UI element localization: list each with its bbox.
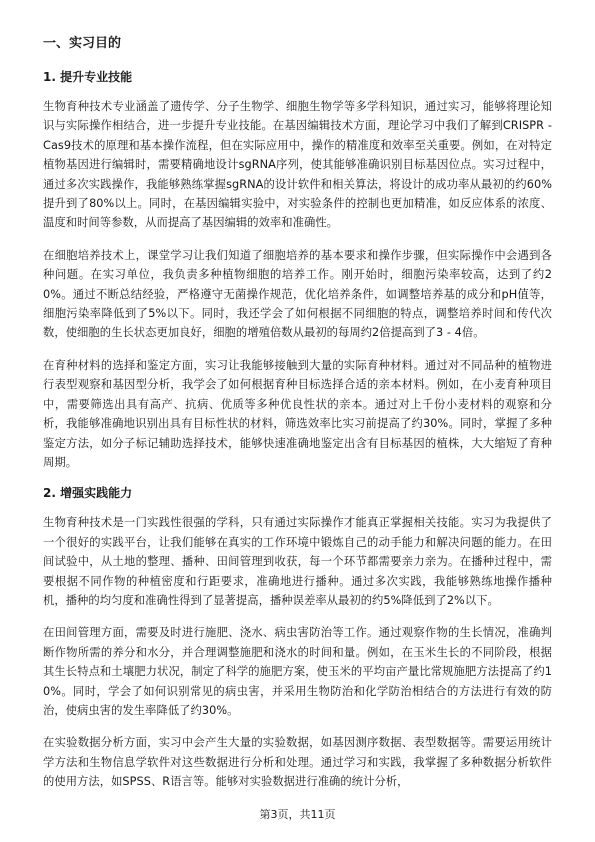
page-content (43, 36, 552, 805)
paragraph: 在育种材料的选择和鉴定方面，实习让我能够接触到大量的实际育种材料。通过对不同品种的植物进行表型观察和基因型分析，我学会了如何根据育种目标选择合适的亲本材料。例如，在小麦育种项目中，需要筛选出具有高产、抗病、优质等多种优良性状的亲本。通过对上千份小麦材料的观察和分析，我能够准确地识别出具有目标性状的材料，筛选效率比实习前提高了约30%。同时，掌握了多种鉴定方法，如分子标记辅助选择技术，能够快速准确地鉴定出含有目标基因的植株，大大缩短了育种周期。 (43, 358, 552, 469)
paragraph: 在田间管理方面，需要及时进行施肥、浇水、病虫害防治等工作。通过观察作物的生长情况，准确判断作物所需的养分和水分，并合理调整施肥和浇水的时间和量。例如，在玉米生长的不同阶段，根据其生长特点和土壤肥力状况，制定了科学的施肥方案，使玉米的平均亩产量比常规施肥方法提高了约10%。同时，学会了如何识别常见的病虫害，并采用生物防治和化学防治相结合的方法进行有效的防治，使病虫害的发生率降低了约30%。 (43, 626, 552, 717)
section-title: 一、实习目的 (43, 36, 122, 51)
paragraph: 在细胞培养技术上，课堂学习让我们知道了细胞培养的基本要求和操作步骤，但实际操作中会遇到各种问题。在实习单位，我负责多种植物细胞的培养工作。刚开始时，细胞污染率较高，达到了约20%。通过不断总结经验，严格遵守无菌操作规范，优化培养条件，如调整培养基的成分和pH值等，细胞污染率降低到了5%以下。同时，我还学会了如何根据不同细胞的特点，调整培养时间和传代次数，使细胞的生长状态更加良好，细胞的增殖倍数从最初的每周约2倍提高到了3 - 4倍。 (43, 248, 552, 340)
subsection-title-1: 1. 提升专业技能 (43, 70, 133, 84)
paragraph: 生物育种技术专业涵盖了遗传学、分子生物学、细胞生物学等多学科知识，通过实习，能够将理论知识与实际操作相结合，进一步提升专业技能。在基因编辑技术方面，理论学习中我们了解到CRISPR - Cas9技术的原理和基本操作流程，但在实际应用中，操作的精准度和效率至关重要。例如，在对特定植物基因进行编辑时，需要精确地设计sgRNA序列，使其能够准确识别目标基因位点。实习过程中，通过多次实践操作，我能够熟练掌握sgRNA的设计软件和相关算法，将设计的成功率从最初的约60%提升到了80%以上。同时，在基因编辑实验中，对实验条件的控制也更加精准，如反应体系的浓度、温度和时间等参数，从而提高了基因编辑的效率和准确性。 (43, 100, 552, 230)
page-number: 第3页，共11页 (259, 808, 336, 821)
subsection-title-2: 2. 增强实践能力 (43, 486, 133, 501)
paragraph: 生物育种技术是一门实践性很强的学科，只有通过实际操作才能真正掌握相关技能。实习为我提供了一个很好的实践平台，让我们能够在真实的工作环境中锻炼自己的动手能力和解决问题的能力。在田间试验中，从土地的整理、播种、田间管理到收获，每一个环节都需要亲力亲为。在播种过程中，需要根据不同作物的种植密度和行距要求，准确地进行播种。通过多次实践，我能够熟练地操作播种机，播种的均匀度和准确性得到了显著提高，播种误差率从最初的约5%降低到了2%以下。 (43, 516, 552, 607)
paragraph: 在实验数据分析方面，实习中会产生大量的实验数据，如基因测序数据、表型数据等。需要运用统计学方法和生物信息学软件对这些数据进行分析和处理。通过学习和实践，我掌握了多种数据分析软件的使用方法，如SPSS、R语言等。能够对实验数据进行准确的统计分析， (43, 736, 552, 789)
